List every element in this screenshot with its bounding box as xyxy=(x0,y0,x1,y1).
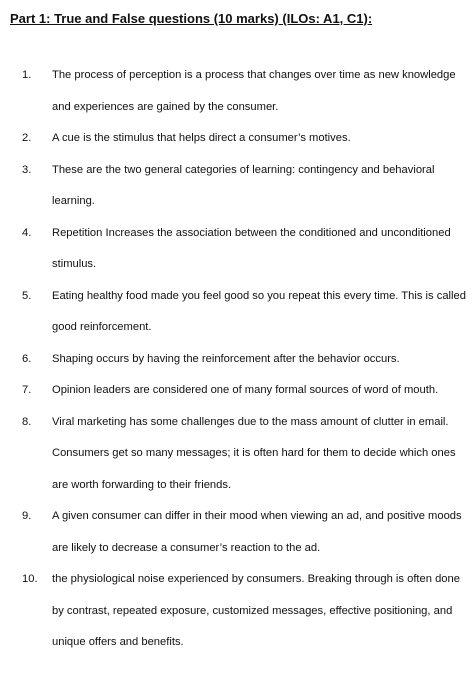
question-number: 8. xyxy=(22,415,32,428)
question-text: Repetition Increases the association between the conditioned and unconditioned stimulus. xyxy=(52,226,451,270)
question-text: Viral marketing has some challenges due to the mass amount of clutter in email. Consumers get so many messages; it is often hard for them to decide which ones are worth forwarding to their friends. xyxy=(52,415,456,491)
question-item xyxy=(0,344,474,376)
question-item xyxy=(0,60,474,123)
question-item xyxy=(0,281,474,344)
question-number: 2. xyxy=(22,132,32,144)
question-list xyxy=(0,60,474,659)
question-text: The process of perception is a process that changes over time as new knowledge and experiences are gained by the consumer. xyxy=(52,69,456,113)
question-item xyxy=(0,155,474,218)
question-item xyxy=(0,375,474,407)
question-number: 10. xyxy=(22,573,38,585)
question-item xyxy=(0,218,474,281)
question-item xyxy=(0,123,474,155)
question-text: A given consumer can differ in their mood when viewing an ad, and positive moods are likely to decrease a consumer’s reaction to the ad. xyxy=(52,510,462,554)
question-number: 1. xyxy=(22,69,32,81)
question-text: Opinion leaders are considered one of many formal sources of word of mouth. xyxy=(52,384,439,396)
question-item xyxy=(0,407,474,502)
question-number: 9. xyxy=(22,510,32,522)
question-item xyxy=(0,501,474,564)
question-number: 4. xyxy=(22,226,32,239)
question-item xyxy=(0,564,474,659)
question-number: 5. xyxy=(22,289,32,302)
question-text: These are the two general categories of learning: contingency and behavioral learning. xyxy=(52,163,435,207)
section-title: Part 1: True and False questions (10 marks) (ILOs: A1, C1): xyxy=(10,11,373,26)
question-text: Shaping occurs by having the reinforcement after the behavior occurs. xyxy=(52,352,400,365)
question-text: the physiological noise experienced by consumers. Breaking through is often done by contrast, repeated exposure, customized messages, effective positioning, and unique offers and benefits. xyxy=(52,573,460,648)
question-number: 3. xyxy=(22,163,32,176)
question-text: Eating healthy food made you feel good so you repeat this every time. This is called good reinforcement. xyxy=(52,289,466,333)
question-number: 6. xyxy=(22,352,32,365)
question-number: 7. xyxy=(22,384,32,396)
question-text: A cue is the stimulus that helps direct a consumer’s motives. xyxy=(52,132,351,144)
